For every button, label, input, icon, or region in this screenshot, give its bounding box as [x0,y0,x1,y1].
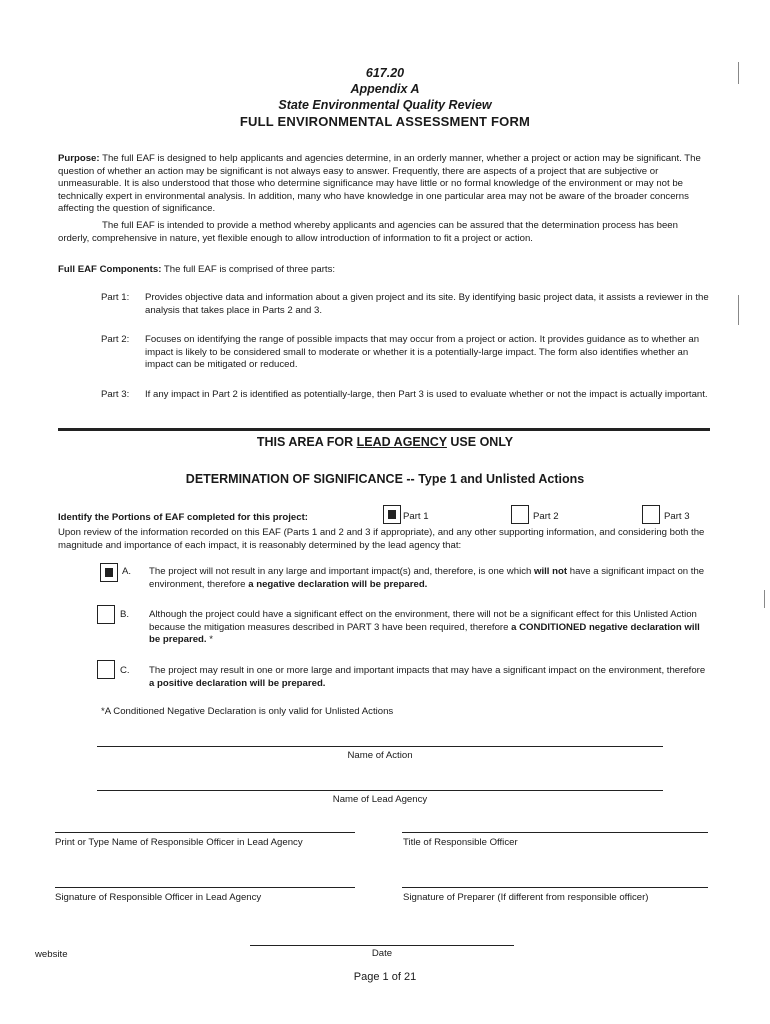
option-c-letter: C. [120,665,130,676]
title-officer-line[interactable] [402,832,708,833]
section-number: 617.20 [365,66,405,80]
signature-preparer-label: Signature of Preparer (If different from responsible officer) [403,892,649,903]
option-c-checkbox[interactable] [97,660,115,679]
option-b-text-2: * [206,634,213,646]
lead-agency-banner [0,435,770,449]
page-number: Page 1 of 21 [353,971,417,983]
footnote: *A Conditioned Negative Declaration is only valid for Unlisted Actions [101,706,394,717]
scan-edge-mark [738,295,739,325]
name-of-lead-agency-label: Name of Lead Agency [332,794,428,805]
part3-checkbox-label: Part 3 [664,511,690,522]
option-a-bold-2: a negative declaration will be prepared. [248,578,428,590]
date-line[interactable] [250,945,514,946]
option-b-text [149,609,713,647]
part3-checkbox[interactable] [642,505,660,524]
components-label: Full EAF Components: [58,264,162,275]
banner-post: USE ONLY [446,435,514,449]
option-a-text [149,566,713,591]
document-subtitle: State Environmental Quality Review [278,98,492,112]
appendix-label: Appendix A [350,82,420,96]
option-c-text [149,665,713,690]
signature-officer-label: Signature of Responsible Officer in Lead Agency [55,892,262,903]
purpose-paragraph [58,153,710,216]
scan-edge-mark [764,590,765,608]
date-label: Date [371,948,393,959]
option-b-letter: B. [120,609,130,620]
part2-checkbox-label: Part 2 [533,511,559,522]
scan-edge-mark [738,62,739,84]
print-name-label: Print or Type Name of Responsible Officer in Lead Agency [55,837,303,848]
section-divider [58,428,710,431]
option-a-checkbox[interactable] [100,563,118,582]
signature-officer-line[interactable] [55,887,355,888]
purpose-label: Purpose: [58,153,100,164]
components-intro [58,264,710,277]
banner-pre: THIS AREA FOR [256,435,357,449]
option-a-text-2: have a significant impact on the environment, therefore [149,566,705,590]
purpose-text: The full EAF is designed to help applicants and agencies determine, in an orderly manner, whether a project or action may be significant. The question of whether an action may be significant is not always easy to answer. Frequently, there are aspects of a project that are subjective or unmeasurable. It is also understood that those who determine significance may have little or no formal knowledge of the environment or may not be technically expert in environmental analysis. In addition, many who have knowledge in one particular area may not be aware of the broader concerns affecting the question of significance. [58,153,701,215]
components-text: The full EAF is comprised of three parts: [163,264,336,275]
part1-text: Provides objective data and information about a given project and its site. By identifying basic project data, it assists a reviewer in the analysis that takes place in Parts 2 and 3. [145,292,709,316]
determination-title: DETERMINATION OF SIGNIFICANCE -- Type 1 and Unlisted Actions [185,472,585,486]
part1-checkbox-label: Part 1 [403,511,429,522]
part3-label: Part 3: [101,389,130,400]
part1-label: Part 1: [101,292,130,303]
website-label: website [35,949,68,960]
option-c-text-1: The project may result in one or more large and important impacts that may have a significant impact on the environment, therefore [149,665,706,676]
option-a-letter: A. [122,566,132,577]
option-a-bold-1: will not [534,566,568,577]
option-a-text-1: The project will not result in any large and important impact(s) and, therefore, is one which [149,566,535,577]
title-officer-label: Title of Responsible Officer [403,837,518,848]
identify-portions-label: Identify the Portions of EAF completed for this project: [58,512,308,523]
option-b-checkbox[interactable] [97,605,115,624]
banner-lead-agency: LEAD AGENCY [356,435,447,449]
name-of-lead-agency-line[interactable] [97,790,663,791]
part2-label: Part 2: [101,334,130,345]
option-b-text-1: Although the project could have a significant effect on the environment, there will not be a significant effect for this Unlisted Action because the mitigation measures described in PART 3 have been required, therefore [149,609,697,633]
part2-text: Focuses on identifying the range of possible impacts that may occur from a project or action. It provides guidance as to whether an impact is likely to be considered small to moderate or whether it is a potentially-large impact. The form also identifies whether an impact can be mitigated or reduced. [145,334,700,371]
option-c-bold-1: a positive declaration will be prepared. [149,677,326,689]
name-of-action-line[interactable] [97,746,663,747]
name-of-action-label: Name of Action [347,750,413,761]
part2-checkbox[interactable] [511,505,529,524]
print-name-line[interactable] [55,832,355,833]
document-title: FULL ENVIRONMENTAL ASSESSMENT FORM [239,114,531,129]
part1-checkbox[interactable] [383,505,401,524]
part3-text: If any impact in Part 2 is identified as potentially-large, then Part 3 is used to evaluate whether or not the impact is actually important. [145,389,708,400]
option-b-bold-1: a CONDITIONED negative declaration will be prepared. [149,621,700,646]
review-text: Upon review of the information recorded on this EAF (Parts 1 and 2 and 3 if appropriate), and any other supporting information, and considering both the magnitude and importance of each impact, it is reasonably determined by the lead agency that: [58,527,705,551]
purpose-paragraph-2: The full EAF is intended to provide a method whereby applicants and agencies can be assured that the determination process has been orderly, comprehensive in nature, yet flexible enough to allow introduction of information to fit a project or action. [58,220,678,244]
signature-preparer-line[interactable] [402,887,708,888]
